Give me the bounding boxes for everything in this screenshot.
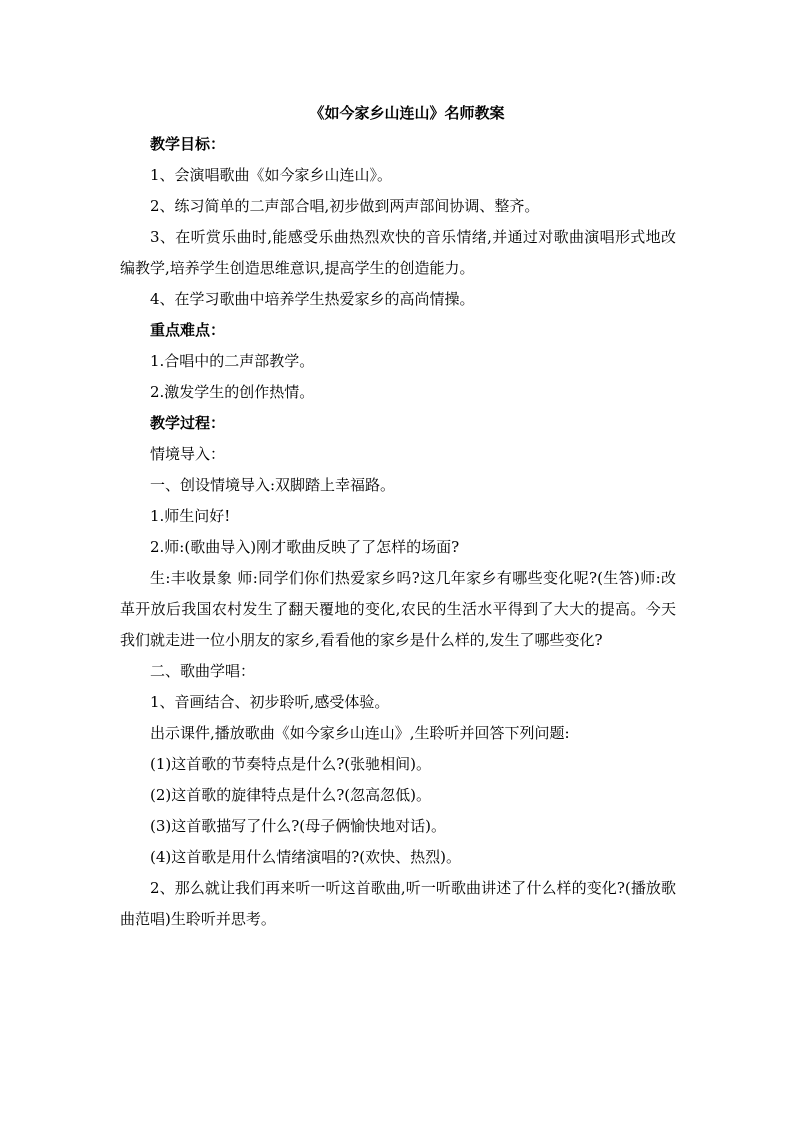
paragraph: 情境导入：: [150, 445, 226, 463]
paragraph: 1.师生问好!: [150, 507, 231, 525]
section-heading-objectives: 教学目标：: [150, 135, 226, 153]
paragraph: 4、在学习歌曲中培养学生热爱家乡的高尚情操。: [150, 290, 475, 308]
paragraph: 1、音画结合、初步聆听,感受体验。: [150, 693, 390, 711]
section-heading-process: 教学过程：: [150, 414, 226, 432]
paragraph: 3、在听赏乐曲时,能感受乐曲热烈欢快的音乐情绪,并通过对歌曲演唱形式地改编教学,培养学生创造思维意识,提高学生的创造能力。: [120, 228, 676, 277]
paragraph: 二、歌曲学唱：: [150, 662, 256, 680]
section-heading-key-points: 重点难点：: [150, 321, 226, 339]
paragraph: (3)这首歌描写了什么?(母子俩愉快地对话)。: [150, 817, 446, 835]
paragraph: 1、会演唱歌曲《如今家乡山连山》。: [150, 166, 393, 184]
paragraph: (1)这首歌的节奏特点是什么?(张驰相间)。: [150, 755, 431, 773]
document-title: 《如今家乡山连山》名师教案: [309, 104, 505, 122]
document-body: [120, 98, 676, 935]
paragraph: 生:丰收景象 师:同学们你们热爱家乡吗?这几年家乡有哪些变化呢?(生答)师:改革开放后我国农村发生了翻天覆地的变化,农民的生活水平得到了大大的提高。今天我们就走进一位小朋友的家乡,看看他的家乡是什么样的,发生了哪些变化?: [120, 569, 676, 649]
paragraph: 2.师:(歌曲导入)刚才歌曲反映了了怎样的场面?: [150, 538, 460, 556]
paragraph: 出示课件,播放歌曲《如今家乡山连山》,生聆听并回答下列问题:: [150, 724, 570, 742]
paragraph: 一、创设情境导入:双脚踏上幸福路。: [150, 476, 396, 494]
paragraph: 2.激发学生的创作热情。: [150, 383, 315, 401]
paragraph: 2、练习简单的二声部合唱,初步做到两声部间协调、整齐。: [150, 197, 540, 215]
paragraph: (4)这首歌是用什么情绪演唱的?(欢快、热烈)。: [150, 848, 461, 866]
paragraph: (2)这首歌的旋律特点是什么?(忽高忽低)。: [150, 786, 431, 804]
paragraph: 1.合唱中的二声部教学。: [150, 352, 315, 370]
paragraph: 2、那么就让我们再来听一听这首歌曲,听一听歌曲讲述了什么样的变化?(播放歌曲范唱)生聆听并思考。: [120, 879, 676, 928]
